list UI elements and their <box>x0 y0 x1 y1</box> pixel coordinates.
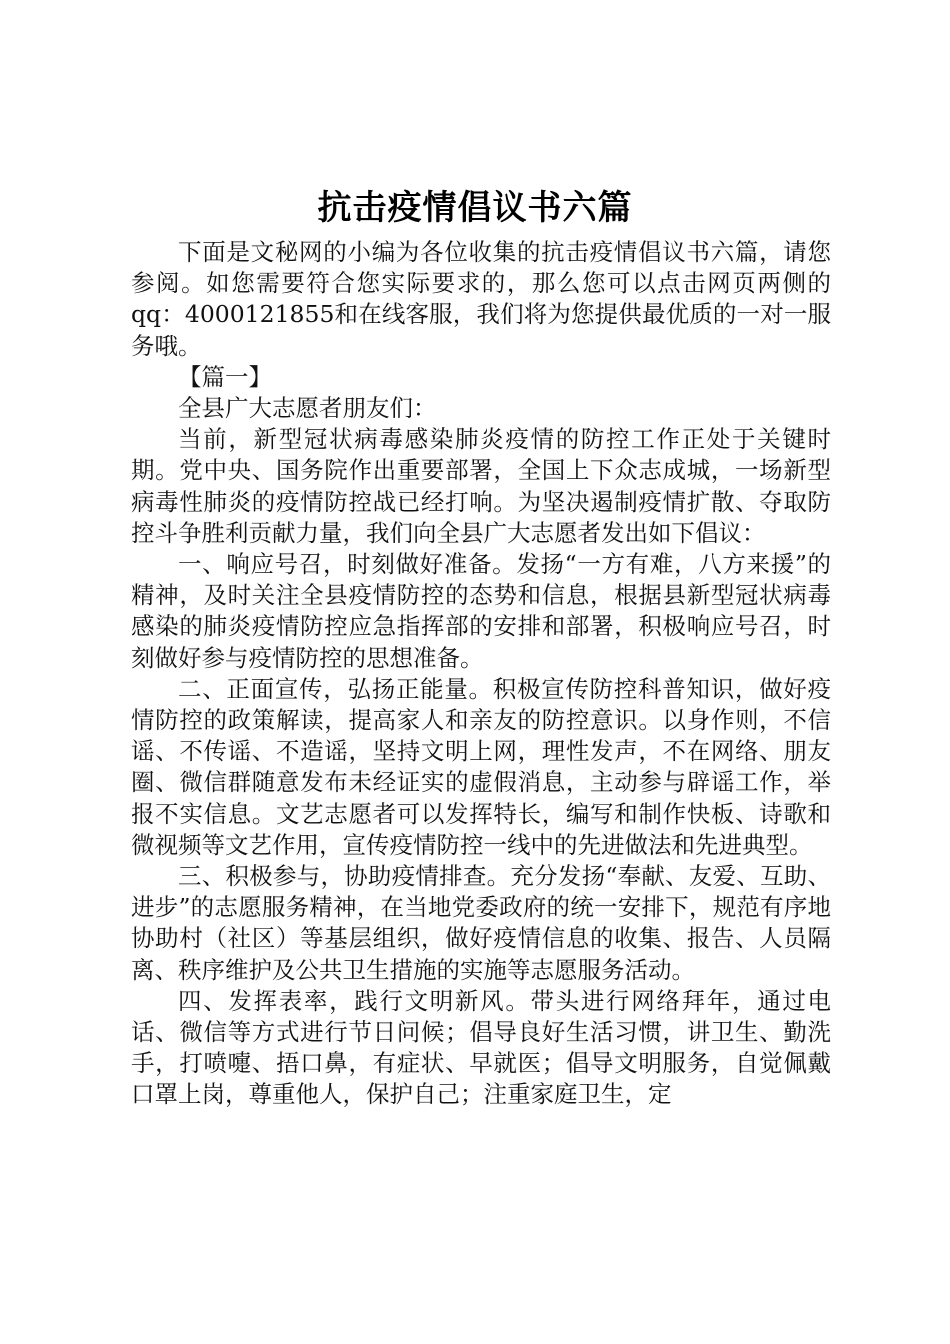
proposal-item-1: 一、响应号召，时刻做好准备。发扬“一方有难，八方来援”的精神，及时关注全县疫情防控的态势和信息，根据县新型冠状病毒感染的肺炎疫情防控应急指挥部的安排和部署，积极响应号召，时刻做好参与疫情防控的思想准备。 <box>131 550 831 672</box>
salutation: 全县广大志愿者朋友们： <box>178 394 437 423</box>
body-paragraph: 当前，新型冠状病毒感染肺炎疫情的防控工作正处于关键时期。党中央、国务院作出重要部署，全国上下众志成城，一场新型病毒性肺炎的疫情防控战已经打响。为坚决遏制疫情扩散、夺取防控斗争胜利贡献力量，我们向全县广大志愿者发出如下倡议： <box>131 425 831 547</box>
section-heading: 【篇一】 <box>178 362 272 391</box>
proposal-item-2: 二、正面宣传，弘扬正能量。积极宣传防控科普知识，做好疫情防控的政策解读，提高家人和亲友的防控意识。以身作则，不信谣、不传谣、不造谣，坚持文明上网，理性发声，不在网络、朋友圈、微信群随意发布未经证实的虚假消息，主动参与辟谣工作，举报不实信息。文艺志愿者可以发挥特长，编写和制作快板、诗歌和微视频等文艺作用，宣传疫情防控一线中的先进做法和先进典型。 <box>131 674 831 859</box>
document-title: 抗击疫情倡议书六篇 <box>317 188 633 228</box>
proposal-item-4: 四、发挥表率，践行文明新风。带头进行网络拜年，通过电话、微信等方式进行节日问候；倡导良好生活习惯，讲卫生、勤洗手，打喷嚏、捂口鼻，有症状、早就医；倡导文明服务，自觉佩戴口罩上岗，尊重他人，保护自己；注重家庭卫生，定 <box>131 986 831 1109</box>
intro-paragraph: 下面是文秘网的小编为各位收集的抗击疫情倡议书六篇，请您参阅。如您需要符合您实际要求的，那么您可以点击网页两侧的qq：4000121855和在线客服，我们将为您提供最优质的一对一服务哦。 <box>131 238 831 360</box>
document-body <box>131 237 831 1111</box>
proposal-item-3: 三、积极参与，协助疫情排查。充分发扬“奉献、友爱、互助、进步”的志愿服务精神，在当地党委政府的统一安排下，规范有序地协助村（社区）等基层组织，做好疫情信息的收集、报告、人员隔离、秩序维护及公共卫生措施的实施等志愿服务活动。 <box>131 862 831 984</box>
